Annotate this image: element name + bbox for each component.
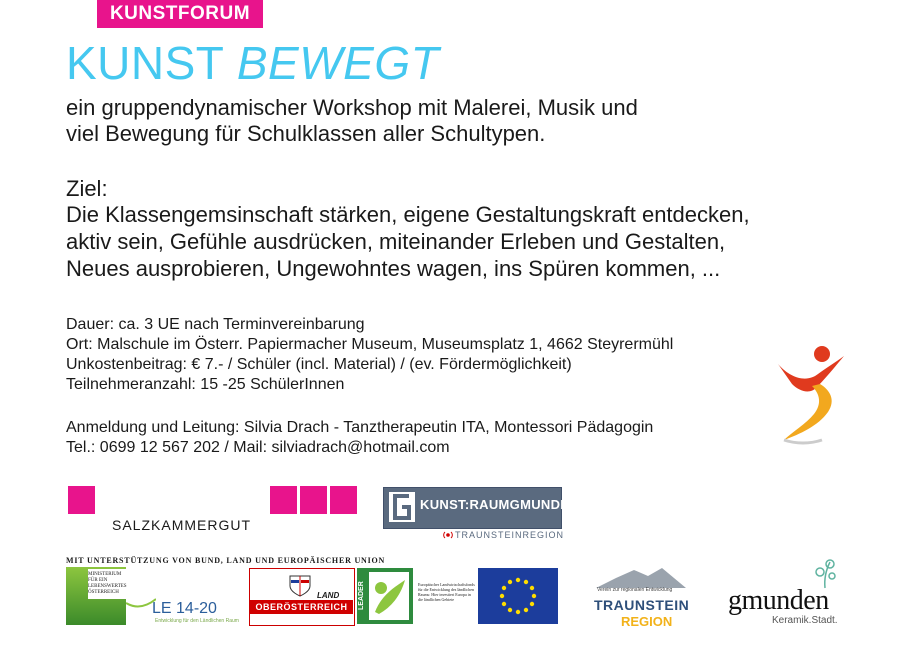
gmunden-subtitle: Keramik.Stadt. bbox=[772, 615, 838, 626]
kunstforum-bar bbox=[330, 486, 357, 514]
location-text: Ort: Malschule im Österr. Papiermacher Museum, Museumsplatz 1, 4662 Steyrermühl bbox=[66, 336, 674, 353]
coat-of-arms-icon bbox=[288, 572, 312, 598]
kunstraum-text: KUNST:RAUMGMUNDEN bbox=[420, 497, 579, 512]
kunstforum-subtitle: SALZKAMMERGUT bbox=[112, 517, 252, 533]
kunstforum-logo: KUNSTFORUM bbox=[97, 0, 263, 28]
le-subtitle: Entwicklung für den Ländlichen Raum bbox=[155, 618, 239, 624]
ooe-text: OBERÖSTERREICH bbox=[250, 600, 353, 614]
goal-line-1: Die Klassengemsinschaft stärken, eigene Gestaltungskraft entdecken, bbox=[66, 202, 750, 227]
registration-text: Anmeldung und Leitung: Silvia Drach - Tanztherapeutin ITA, Montessori Pädagogin bbox=[66, 419, 654, 436]
dancer-figure-icon bbox=[770, 340, 850, 450]
gmunden-logo: gmunden bbox=[728, 585, 829, 616]
region-text: REGION bbox=[621, 614, 673, 629]
participants-text: Teilnehmeranzahl: 15 -25 SchülerInnen bbox=[66, 376, 345, 393]
duration-text: Dauer: ca. 3 UE nach Terminvereinbarung bbox=[66, 316, 365, 333]
kunstforum-bar bbox=[270, 486, 297, 514]
mountain-icon bbox=[596, 566, 686, 588]
kunstforum-bar bbox=[68, 486, 95, 514]
signal-icon bbox=[443, 530, 453, 540]
kunstforum-bar bbox=[300, 486, 327, 514]
page-title bbox=[66, 38, 439, 88]
eu-stars-icon bbox=[478, 568, 558, 624]
support-note: MIT UNTERSTÜTZUNG VON BUND, LAND UND EUROPÄISCHER UNION bbox=[66, 556, 386, 565]
fee-text: Unkostenbeitrag: € 7.- / Schüler (incl. Material) / (ev. Fördermöglichkeit) bbox=[66, 356, 572, 373]
title-part1: KUNST bbox=[66, 37, 224, 89]
title-part2: BEWEGT bbox=[236, 37, 440, 89]
ooe-land-text: LAND bbox=[317, 591, 340, 600]
eu-fund-text: Europäischer Landwirtschaftsfonds für die Entwicklung des ländlichen Raums: Hier investiert Europa in die ländlichen Gebiete bbox=[418, 582, 475, 602]
goal-line-2: aktiv sein, Gefühle ausdrücken, miteinander Erleben und Gestalten, bbox=[66, 229, 726, 254]
le-logo: LE 14-20 bbox=[152, 600, 217, 617]
ministry-text: MINISTERIUM FÜR EIN LEBENSWERTES ÖSTERREICH bbox=[88, 572, 127, 595]
traunstein-text: TRAUNSTEIN bbox=[594, 597, 690, 613]
traunstein-verein-text: Verein zur regionalen Entwicklung bbox=[597, 587, 673, 593]
kunstraum-subtitle: TRAUNSTEINREGION bbox=[455, 530, 565, 540]
contact-text: Tel.: 0699 12 567 202 / Mail: silviadrach@hotmail.com bbox=[66, 439, 450, 456]
goal-line-3: Neues ausprobieren, Ungewohntes wagen, ins Spüren kommen, ... bbox=[66, 256, 721, 281]
subtitle-line-2: viel Bewegung für Schulklassen aller Schultypen. bbox=[66, 121, 546, 146]
kunstraum-g-icon bbox=[389, 492, 415, 522]
goal-label: Ziel: bbox=[66, 176, 108, 201]
leader-text: LEADER bbox=[358, 581, 365, 611]
subtitle-line-1: ein gruppendynamischer Workshop mit Malerei, Musik und bbox=[66, 95, 638, 120]
